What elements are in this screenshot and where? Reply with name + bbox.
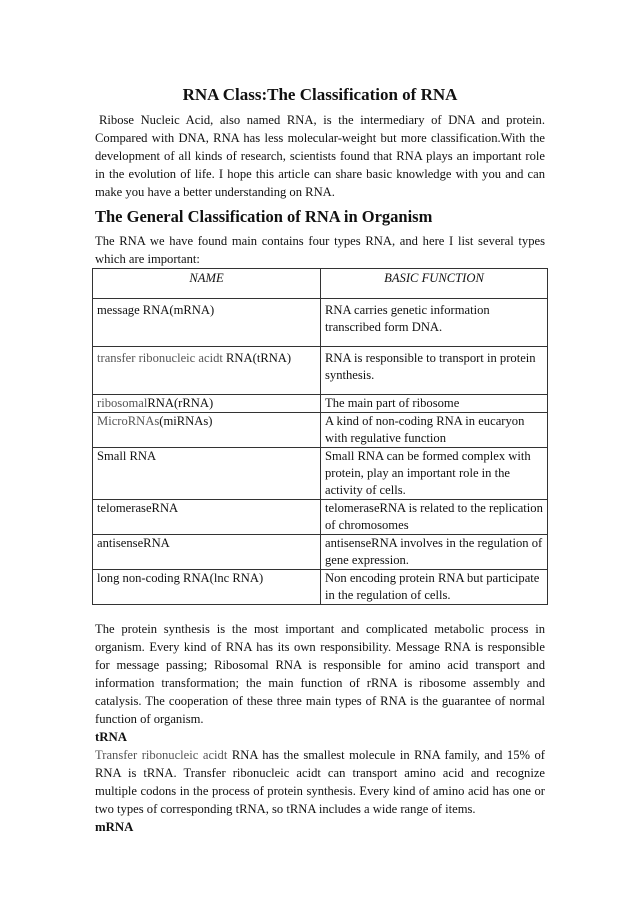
trna-heading: tRNA	[95, 730, 127, 744]
table-row	[93, 347, 548, 395]
table-row	[93, 535, 548, 570]
row-name: Small RNA	[93, 448, 321, 500]
row-name: transfer ribonucleic acidt RNA(tRNA)	[93, 347, 321, 395]
table-row	[93, 448, 548, 500]
row-name: MicroRNAs(miRNAs)	[93, 413, 321, 448]
table-row	[93, 500, 548, 535]
section-intro-paragraph: The RNA we have found main contains four types RNA, and here I list several types which are important:	[95, 234, 545, 266]
row-name: ribosomalRNA(rRNA)	[93, 395, 321, 413]
row-function: A kind of non-coding RNA in eucaryon with regulative function	[321, 413, 548, 448]
table-header-row	[93, 269, 548, 299]
document-content	[95, 84, 545, 836]
intro-paragraph	[95, 111, 545, 201]
page-title: RNA Class:The Classification of RNA	[182, 85, 458, 104]
row-name: long non-coding RNA(lnc RNA)	[93, 570, 321, 605]
row-function: RNA carries genetic information transcribed form DNA.	[321, 299, 548, 347]
row-name: telomeraseRNA	[93, 500, 321, 535]
header-name: NAME	[93, 269, 321, 299]
section-heading: The General Classification of RNA in Organism	[95, 207, 433, 226]
row-function: telomeraseRNA is related to the replication of chromosomes	[321, 500, 548, 535]
table-row	[93, 413, 548, 448]
spacer	[95, 605, 545, 620]
trna-paragraph: Transfer ribonucleic acidt RNA has the smallest molecule in RNA family, and 15% of RNA is tRNA. Transfer ribonucleic acidt can transport amino acid and recognize multiple codons in the process of protein synthesis. Every kind of amino acid has one or two types of corresponding tRNA, so tRNA includes a wide range of items.	[95, 748, 545, 816]
row-name: antisenseRNA	[93, 535, 321, 570]
row-function: Non encoding protein RNA but participate in the regulation of cells.	[321, 570, 548, 605]
table-row	[93, 570, 548, 605]
row-name: message RNA(mRNA)	[93, 299, 321, 347]
table-row	[93, 299, 548, 347]
row-function: The main part of ribosome	[321, 395, 548, 413]
mrna-heading: mRNA	[95, 820, 134, 834]
row-function: Small RNA can be formed complex with protein, play an important role in the activity of cells.	[321, 448, 548, 500]
row-function: RNA is responsible to transport in protein synthesis.	[321, 347, 548, 395]
synthesis-paragraph: The protein synthesis is the most important and complicated metabolic process in organism. Every kind of RNA has its own responsibility. Message RNA is responsible for message passing; Ribosomal RNA is responsible for amino acid transport and information transformation; the main function of rRNA is ribosome assembly and catalysis. The cooperation of these three main types of RNA is the guarantee of normal function of organism.	[95, 622, 545, 726]
rna-classification-table	[92, 268, 548, 605]
table-row	[93, 395, 548, 413]
row-function: antisenseRNA involves in the regulation of gene expression.	[321, 535, 548, 570]
intro-text: Ribose Nucleic Acid, also named RNA, is the intermediary of DNA and protein. Compared with DNA, RNA has less molecular-weight but more classification.With the development of all kinds of research, scientists found that RNA plays an important role in the evolution of life. I hope this article can share basic knowledge with you and can make you have a better understanding on RNA.	[95, 113, 545, 199]
header-function: BASIC FUNCTION	[321, 269, 548, 299]
